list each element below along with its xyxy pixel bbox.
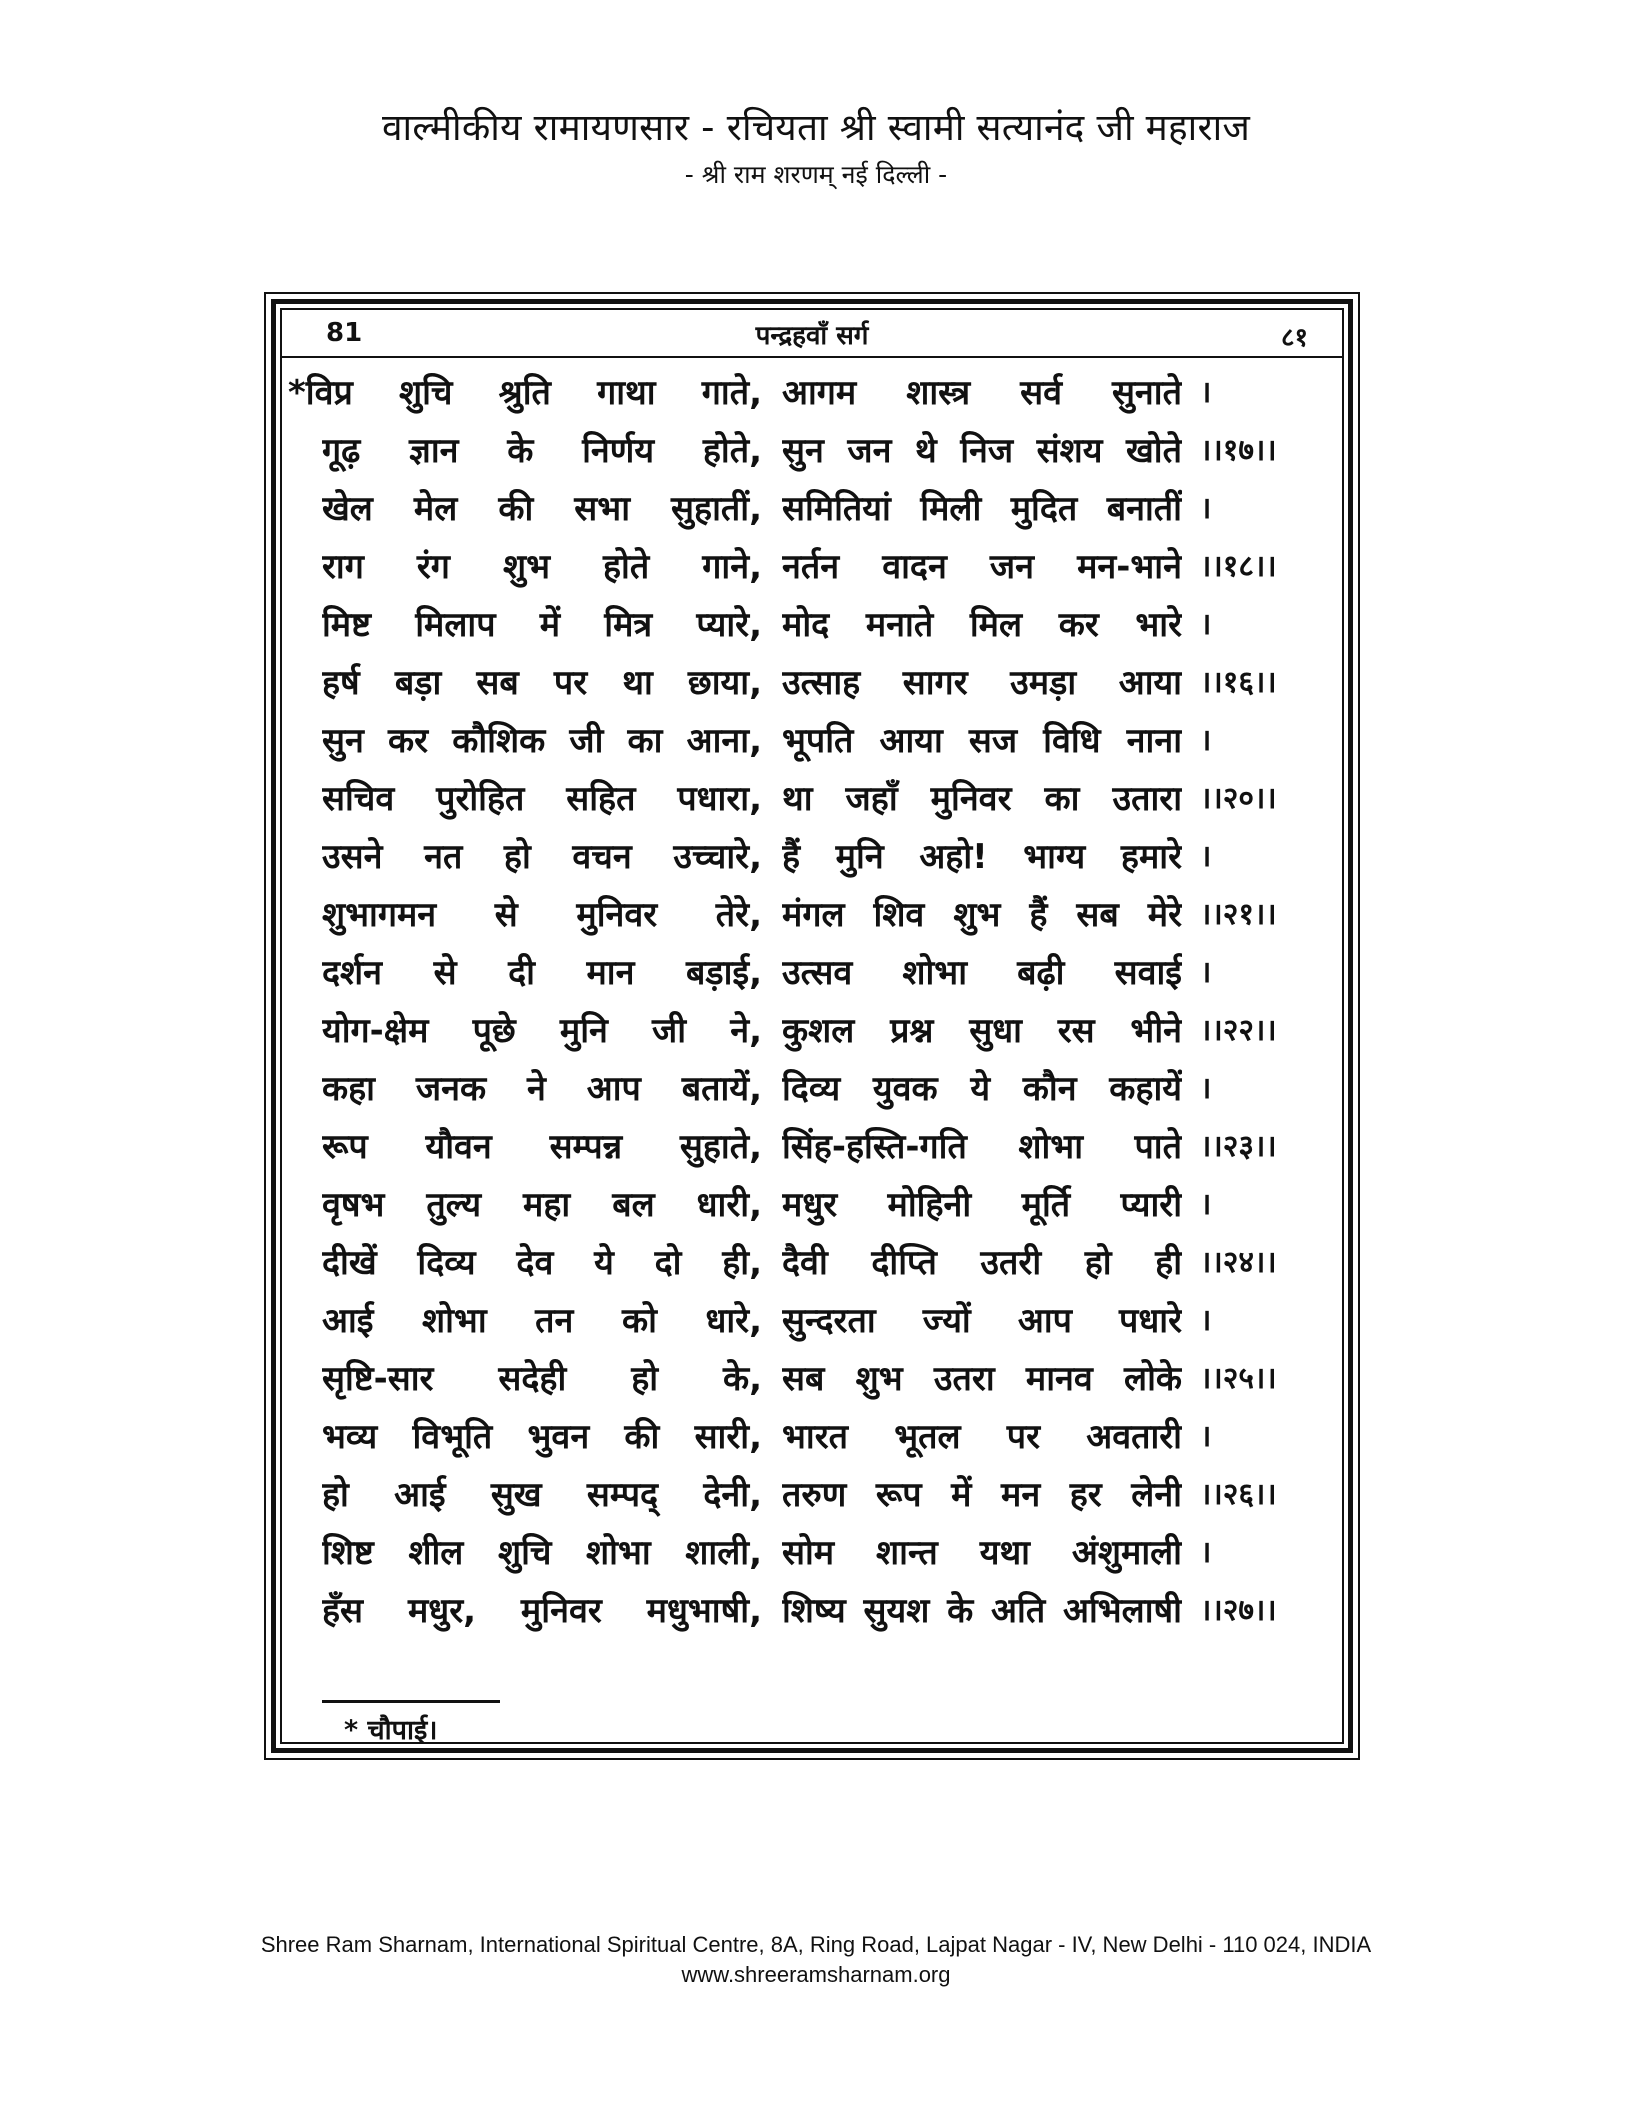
page-content — [280, 308, 1344, 1744]
verse-line — [282, 1292, 1342, 1350]
verse-second-half: नर्तन वादन जन मन-भाने — [782, 547, 1182, 587]
verse-second-half: था जहाँ मुनिवर का उतारा — [782, 779, 1182, 819]
verse-line — [282, 1234, 1342, 1292]
verse-first-half: वृषभ तुल्य महा बल धारी, — [322, 1185, 762, 1225]
verse-line — [282, 1118, 1342, 1176]
verse-second-half: कुशल प्रश्न सुधा रस भीने — [782, 1011, 1182, 1051]
verse-second-half: उत्सव शोभा बढ़ी सवाई — [782, 953, 1182, 993]
verse-first-half: मिष्ट मिलाप में मित्र प्यारे, — [322, 605, 762, 645]
verse-first-half: हर्ष बड़ा सब पर था छाया, — [322, 663, 762, 703]
verse-second-half: मधुर मोहिनी मूर्ति प्यारी — [782, 1185, 1182, 1225]
verse-first-half: राग रंग शुभ होते गाने, — [322, 547, 762, 587]
page-frame — [264, 292, 1360, 1760]
verse-number-marker: ।।२३।। — [1200, 1129, 1277, 1164]
verse-first-half: दर्शन से दी मान बड़ाई, — [322, 953, 762, 993]
verse-second-half: सुन जन थे निज संशय खोते — [782, 431, 1182, 471]
verse-first-half: सचिव पुरोहित सहित पधारा, — [322, 779, 762, 819]
verse-second-half: दैवी दीप्ति उतरी हो ही — [782, 1243, 1182, 1283]
footer-address: Shree Ram Sharnam, International Spiritual Centre, 8A, Ring Road, Lajpat Nagar - IV, New Delhi - 110 024, INDIA — [260, 1932, 1372, 1957]
verse-second-half: उत्साह सागर उमड़ा आया — [782, 663, 1182, 703]
footnote: * चौपाई। — [344, 1715, 438, 1746]
verse-line — [282, 1060, 1342, 1118]
verse-second-half: भारत भूतल पर अवतारी — [782, 1417, 1182, 1457]
footnote-divider — [322, 1700, 500, 1703]
verse-number-marker: । — [1200, 491, 1212, 526]
verse-number-marker: ।।१८।। — [1200, 549, 1277, 584]
verse-line — [282, 1176, 1342, 1234]
verse-number-marker: । — [1200, 839, 1212, 874]
verse-second-half: सिंह-हस्ति-गति शोभा पाते — [782, 1127, 1182, 1167]
verse-line — [282, 770, 1342, 828]
verse-second-half: शिष्य सुयश के अति अभिलाषी — [782, 1591, 1182, 1631]
verse-number-marker: । — [1200, 1071, 1212, 1106]
verse-number-marker: । — [1200, 375, 1212, 410]
verse-line — [282, 828, 1342, 886]
verse-line — [282, 712, 1342, 770]
verse-first-half: हो आई सुख सम्पद् देनी, — [322, 1475, 762, 1515]
verse-second-half: सोम शान्त यथा अंशुमाली — [782, 1533, 1182, 1573]
verse-line — [282, 944, 1342, 1002]
verse-line — [282, 1350, 1342, 1408]
verse-number-marker: । — [1200, 1535, 1212, 1570]
verse-second-half: मोद मनाते मिल कर भारे — [782, 605, 1182, 645]
verse-line — [282, 1524, 1342, 1582]
document-subtitle: - श्री राम शरणम् नई दिल्ली - — [684, 160, 948, 189]
verse-second-half: सुन्दरता ज्यों आप पधारे — [782, 1301, 1182, 1341]
verse-second-half: भूपति आया सज विधि नाना — [782, 721, 1182, 761]
verse-number-marker: । — [1200, 1303, 1212, 1338]
verse-first-half: गूढ़ ज्ञान के निर्णय होते, — [322, 431, 762, 471]
verse-number-marker: ।।२१।। — [1200, 897, 1277, 932]
page-number-arabic: 81 — [326, 318, 363, 348]
running-head — [282, 310, 1342, 358]
verse-first-half: भव्य विभूति भुवन की सारी, — [322, 1417, 762, 1457]
verse-line — [282, 422, 1342, 480]
section-title: पन्द्रहवाँ सर्ग — [755, 321, 869, 351]
verse-number-marker: ।।२५।। — [1200, 1361, 1277, 1396]
verse-first-half: योग-क्षेम पूछे मुनि जी ने, — [322, 1011, 762, 1051]
verse-number-marker: ।।२०।। — [1200, 781, 1277, 816]
verse-second-half: दिव्य युवक ये कौन कहायें — [782, 1069, 1182, 1109]
verse-first-half: *विप्र शुचि श्रुति गाथा गाते, — [288, 373, 762, 413]
verse-number-marker: ।।१६।। — [1200, 665, 1277, 700]
verse-number-marker: । — [1200, 607, 1212, 642]
verse-number-marker: ।।१७।। — [1200, 433, 1277, 468]
verse-line — [282, 364, 1342, 422]
verse-first-half: खेल मेल की सभा सुहातीं, — [322, 489, 762, 529]
verse-first-half: सृष्टि-सार सदेही हो के, — [322, 1359, 762, 1399]
verse-line — [282, 1408, 1342, 1466]
verse-first-half: सुन कर कौशिक जी का आना, — [322, 721, 762, 761]
verse-line — [282, 538, 1342, 596]
verse-number-marker: । — [1200, 955, 1212, 990]
page-number-devanagari: ८१ — [1280, 323, 1308, 353]
verse-second-half: तरुण रूप में मन हर लेनी — [782, 1475, 1182, 1515]
verse-first-half: कहा जनक ने आप बतायें, — [322, 1069, 762, 1109]
verse-number-marker: । — [1200, 723, 1212, 758]
document-title: वाल्मीकीय रामायणसार - रचियता श्री स्वामी सत्यानंद जी महाराज — [381, 106, 1251, 149]
verse-number-marker: ।।२२।। — [1200, 1013, 1277, 1048]
verse-number-marker: । — [1200, 1187, 1212, 1222]
verse-second-half: आगम शास्त्र सर्व सुनाते — [782, 373, 1182, 413]
verse-number-marker: ।।२६।। — [1200, 1477, 1277, 1512]
document-footer — [0, 1930, 1632, 1990]
verse-line — [282, 1466, 1342, 1524]
verse-number-marker: । — [1200, 1419, 1212, 1454]
verse-first-half: उसने नत हो वचन उच्चारे, — [322, 837, 762, 877]
page-frame-inner-border — [271, 299, 1353, 1753]
verse-first-half: शिष्ट शील शुचि शोभा शाली, — [322, 1533, 762, 1573]
verse-line — [282, 1002, 1342, 1060]
verse-first-half: दीखें दिव्य देव ये दो ही, — [322, 1243, 762, 1283]
verse-second-half: हैं मुनि अहो! भाग्य हमारे — [782, 837, 1182, 877]
verse-first-half: रूप यौवन सम्पन्न सुहाते, — [322, 1127, 762, 1167]
document-header — [0, 104, 1632, 194]
verse-line — [282, 480, 1342, 538]
verse-number-marker: ।।२४।। — [1200, 1245, 1277, 1280]
verse-line — [282, 596, 1342, 654]
verse-first-half: आई शोभा तन को धारे, — [322, 1301, 762, 1341]
verse-second-half: मंगल शिव शुभ हैं सब मेरे — [782, 895, 1182, 935]
verse-first-half: हँस मधुर, मुनिवर मधुभाषी, — [322, 1591, 762, 1631]
verse-line — [282, 654, 1342, 712]
verse-line — [282, 1582, 1342, 1640]
verse-line — [282, 886, 1342, 944]
verse-list — [282, 364, 1342, 1640]
verse-number-marker: ।।२७।। — [1200, 1593, 1277, 1628]
verse-second-half: समितियां मिली मुदित बनातीं — [782, 489, 1182, 529]
footer-website-link[interactable]: www.shreeramsharnam.org — [681, 1962, 951, 1987]
verse-first-half: शुभागमन से मुनिवर तेरे, — [322, 895, 762, 935]
verse-second-half: सब शुभ उतरा मानव लोके — [782, 1359, 1182, 1399]
